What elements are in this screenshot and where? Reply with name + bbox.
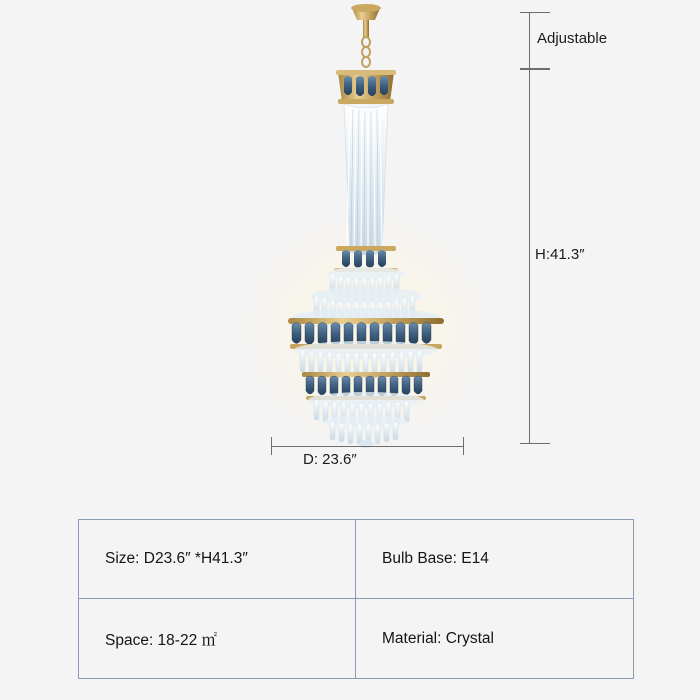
adjustable-top-tick [520, 12, 550, 13]
diameter-left-tick [271, 437, 272, 455]
spec-size: Size: D23.6″ *H41.3″ [79, 520, 356, 599]
spec-table [78, 519, 634, 679]
adjustable-label: Adjustable [537, 30, 608, 47]
height-bottom-tick [520, 443, 550, 444]
top-crown [336, 70, 396, 104]
diameter-measure-line [271, 446, 464, 447]
diameter-right-tick [463, 437, 464, 455]
crystal-column [344, 104, 388, 255]
ceiling-canopy [351, 4, 381, 67]
height-top-tick [520, 69, 550, 70]
spec-space: Space: 18-22 ㎡ [79, 599, 356, 678]
spec-material: Material: Crystal [382, 629, 494, 647]
spec-bulb-base: Bulb Base: E14 [356, 520, 633, 599]
height-label: H:41.3″ [535, 246, 585, 263]
adjustable-measure-line [529, 12, 530, 69]
height-measure-line [529, 69, 530, 444]
diameter-label: D: 23.6″ [303, 451, 357, 468]
